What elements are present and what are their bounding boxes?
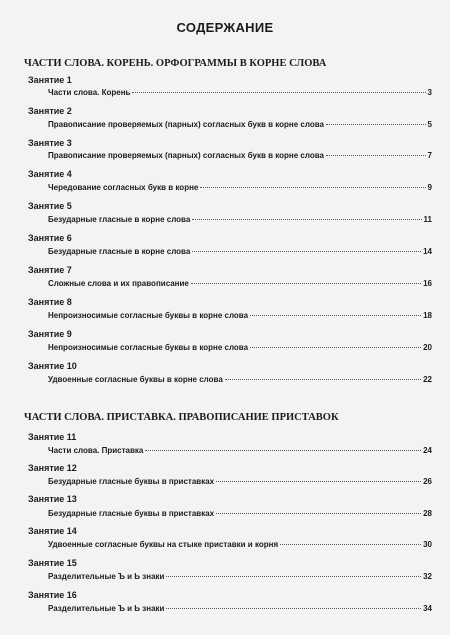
lesson-9-page: 20 — [423, 343, 432, 352]
lesson-8-page: 18 — [423, 311, 432, 320]
lesson-16-page: 34 — [423, 604, 432, 613]
dot-leader — [216, 481, 421, 482]
lesson-5-entry[interactable] — [48, 215, 432, 227]
lesson-4-title: Чередование согласных букв в корне — [48, 183, 199, 192]
dot-leader — [326, 124, 426, 125]
lesson-3-label: Занятие 3 — [28, 138, 72, 148]
lesson-10-entry[interactable] — [48, 375, 432, 387]
lesson-12-entry[interactable] — [48, 477, 432, 489]
dot-leader — [132, 92, 425, 93]
lesson-6-entry[interactable] — [48, 247, 432, 259]
lesson-16-title: Разделительные Ъ и Ь знаки — [48, 604, 165, 613]
lesson-5-page: 11 — [423, 215, 432, 224]
lesson-12-title: Безударные гласные буквы в приставках — [48, 477, 215, 486]
lesson-4-label: Занятие 4 — [28, 169, 72, 179]
lesson-6-title: Безударные гласные в корне слова — [48, 247, 191, 256]
lesson-13-page: 28 — [423, 509, 432, 518]
lesson-6-label: Занятие 6 — [28, 233, 72, 243]
dot-leader — [250, 347, 421, 348]
lesson-1-page: 3 — [427, 88, 432, 97]
lesson-1-label: Занятие 1 — [28, 75, 72, 85]
lesson-7-page: 16 — [423, 279, 432, 288]
lesson-15-label: Занятие 15 — [28, 558, 77, 568]
lesson-9-title: Непроизносимые согласные буквы в корне слова — [48, 343, 249, 352]
lesson-14-entry[interactable] — [48, 540, 432, 552]
lesson-9-entry[interactable] — [48, 343, 432, 355]
lesson-5-title: Безударные гласные в корне слова — [48, 215, 191, 224]
lesson-10-title: Удвоенные согласные буквы в корне слова — [48, 375, 223, 384]
lesson-15-title: Разделительные Ъ и Ь знаки — [48, 572, 165, 581]
lesson-10-page: 22 — [423, 375, 432, 384]
lesson-12-page: 26 — [423, 477, 432, 486]
dot-leader — [192, 219, 421, 220]
lesson-2-title: Правописание проверяемых (парных) согласных букв в корне слова — [48, 120, 324, 129]
lesson-6-page: 14 — [423, 247, 432, 256]
lesson-11-page: 24 — [423, 446, 432, 455]
lesson-7-entry[interactable] — [48, 279, 432, 291]
dot-leader — [326, 155, 426, 156]
lesson-15-page: 32 — [423, 572, 432, 581]
lesson-7-title: Сложные слова и их правописание — [48, 279, 189, 288]
lesson-2-entry[interactable] — [48, 120, 432, 132]
section-2-title: ЧАСТИ СЛОВА. ПРИСТАВКА. ПРАВОПИСАНИЕ ПРИСТАВОК — [24, 412, 339, 423]
lesson-9-label: Занятие 9 — [28, 329, 72, 339]
lesson-4-page: 9 — [427, 183, 432, 192]
lesson-13-title: Безударные гласные буквы в приставках — [48, 509, 215, 518]
lesson-5-label: Занятие 5 — [28, 201, 72, 211]
lesson-14-page: 30 — [423, 540, 432, 549]
section-1-title: ЧАСТИ СЛОВА. КОРЕНЬ. ОРФОГРАММЫ В КОРНЕ СЛОВА — [24, 58, 327, 69]
lesson-11-title: Части слова. Приставка — [48, 446, 144, 455]
dot-leader — [250, 315, 421, 316]
lesson-4-entry[interactable] — [48, 183, 432, 195]
lesson-14-title: Удвоенные согласные буквы на стыке приставки и корня — [48, 540, 279, 549]
dot-leader — [166, 576, 421, 577]
dot-leader — [200, 187, 425, 188]
lesson-10-label: Занятие 10 — [28, 361, 77, 371]
dot-leader — [192, 251, 421, 252]
dot-leader — [216, 513, 421, 514]
lesson-8-label: Занятие 8 — [28, 297, 72, 307]
lesson-7-label: Занятие 7 — [28, 265, 72, 275]
lesson-15-entry[interactable] — [48, 572, 432, 584]
lesson-12-label: Занятие 12 — [28, 463, 77, 473]
lesson-11-label: Занятие 11 — [28, 432, 77, 442]
lesson-8-entry[interactable] — [48, 311, 432, 323]
lesson-16-label: Занятие 16 — [28, 590, 77, 600]
lesson-1-entry[interactable] — [48, 88, 432, 100]
lesson-3-entry[interactable] — [48, 151, 432, 163]
dot-leader — [191, 283, 421, 284]
lesson-3-title: Правописание проверяемых (парных) согласных букв в корне слова — [48, 151, 324, 160]
page-title: СОДЕРЖАНИЕ — [176, 20, 274, 35]
dot-leader — [225, 379, 421, 380]
dot-leader — [280, 544, 421, 545]
lesson-8-title: Непроизносимые согласные буквы в корне слова — [48, 311, 249, 320]
lesson-11-entry[interactable] — [48, 446, 432, 458]
lesson-16-entry[interactable] — [48, 604, 432, 616]
lesson-1-title: Части слова. Корень — [48, 88, 131, 97]
dot-leader — [166, 608, 421, 609]
lesson-14-label: Занятие 14 — [28, 526, 77, 536]
lesson-3-page: 7 — [427, 151, 432, 160]
dot-leader — [145, 450, 421, 451]
lesson-13-entry[interactable] — [48, 509, 432, 521]
lesson-2-page: 5 — [427, 120, 432, 129]
lesson-2-label: Занятие 2 — [28, 106, 72, 116]
lesson-13-label: Занятие 13 — [28, 494, 77, 504]
